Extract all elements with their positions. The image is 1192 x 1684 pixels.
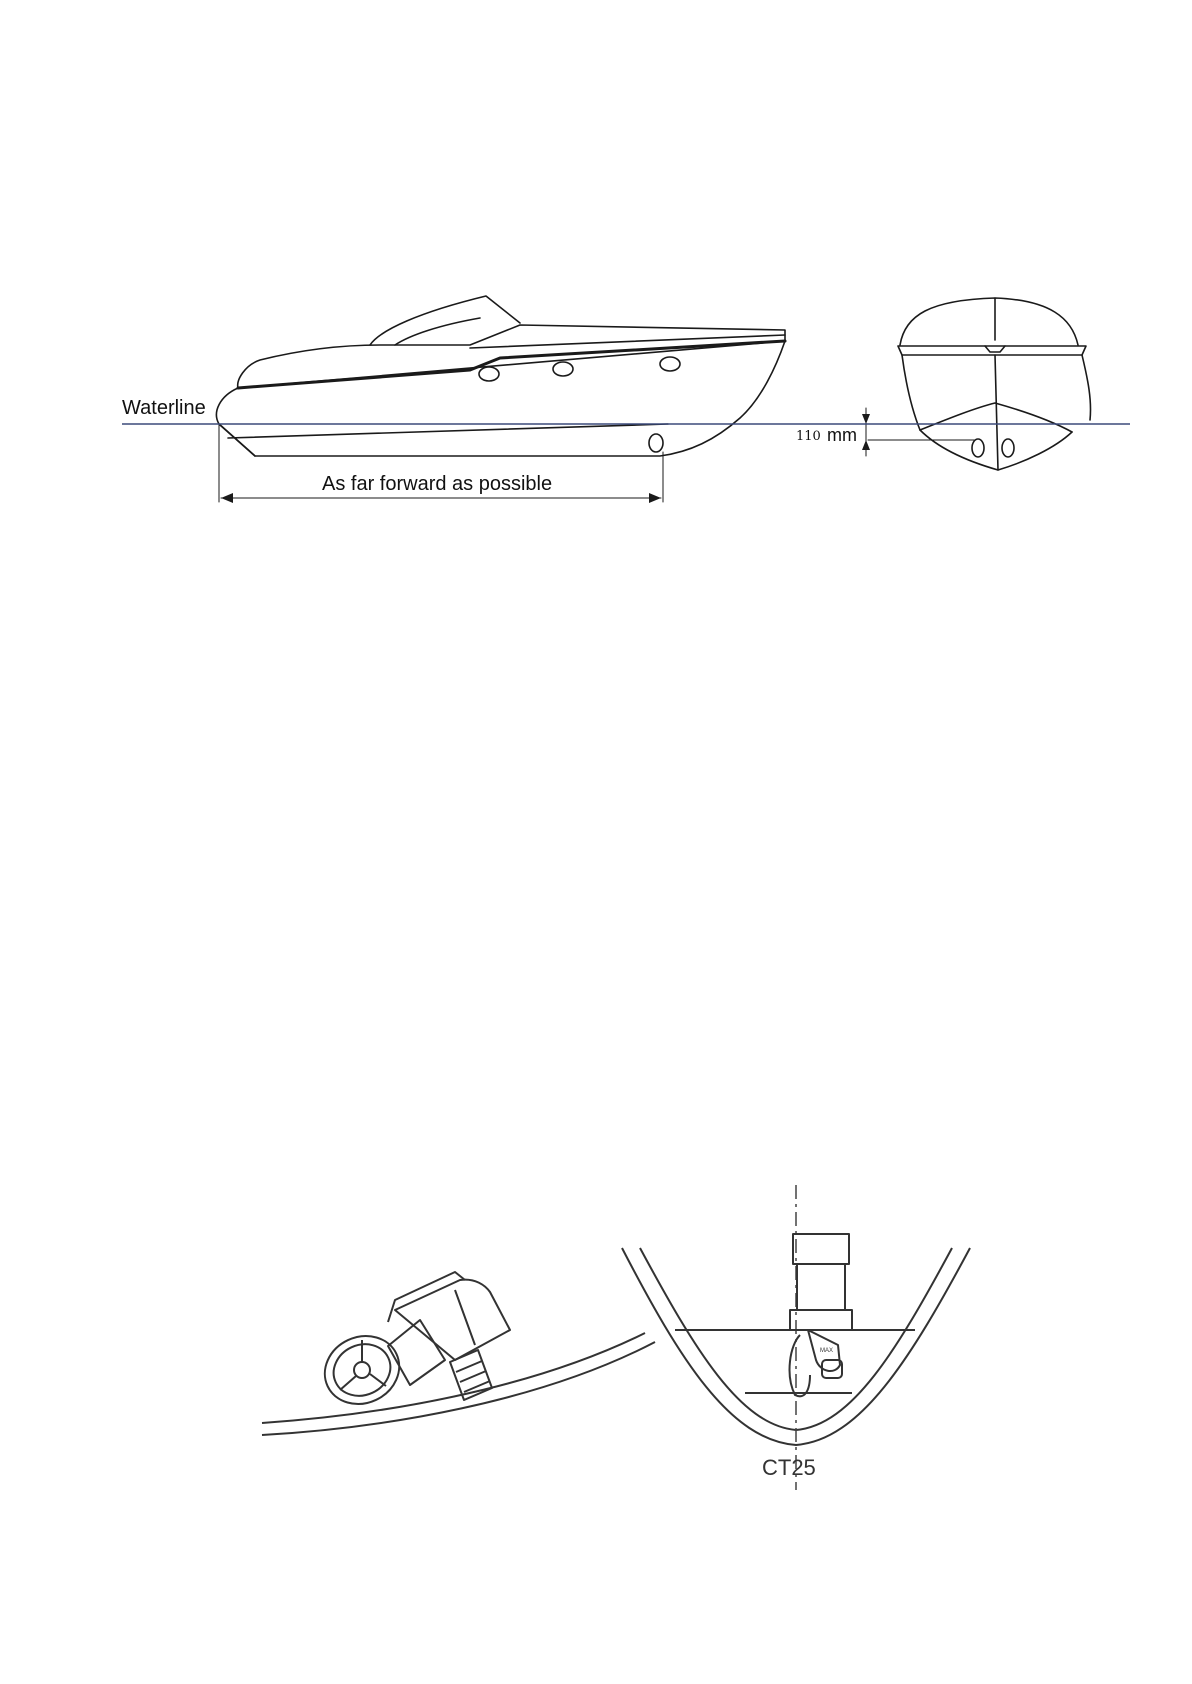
model-label: CT25 [762, 1455, 816, 1480]
forward-distance-label: As far forward as possible [322, 473, 553, 495]
depth-unit-label: mm [827, 425, 857, 445]
thruster-hull-section [622, 1185, 970, 1490]
svg-text:MAX: MAX [820, 1348, 834, 1354]
boat-front-view [862, 298, 1091, 470]
boat-side-view [216, 296, 785, 503]
depth-value-label: 110 [796, 429, 821, 444]
waterline-label: Waterline [122, 397, 206, 419]
thruster-side-install [262, 1272, 655, 1435]
